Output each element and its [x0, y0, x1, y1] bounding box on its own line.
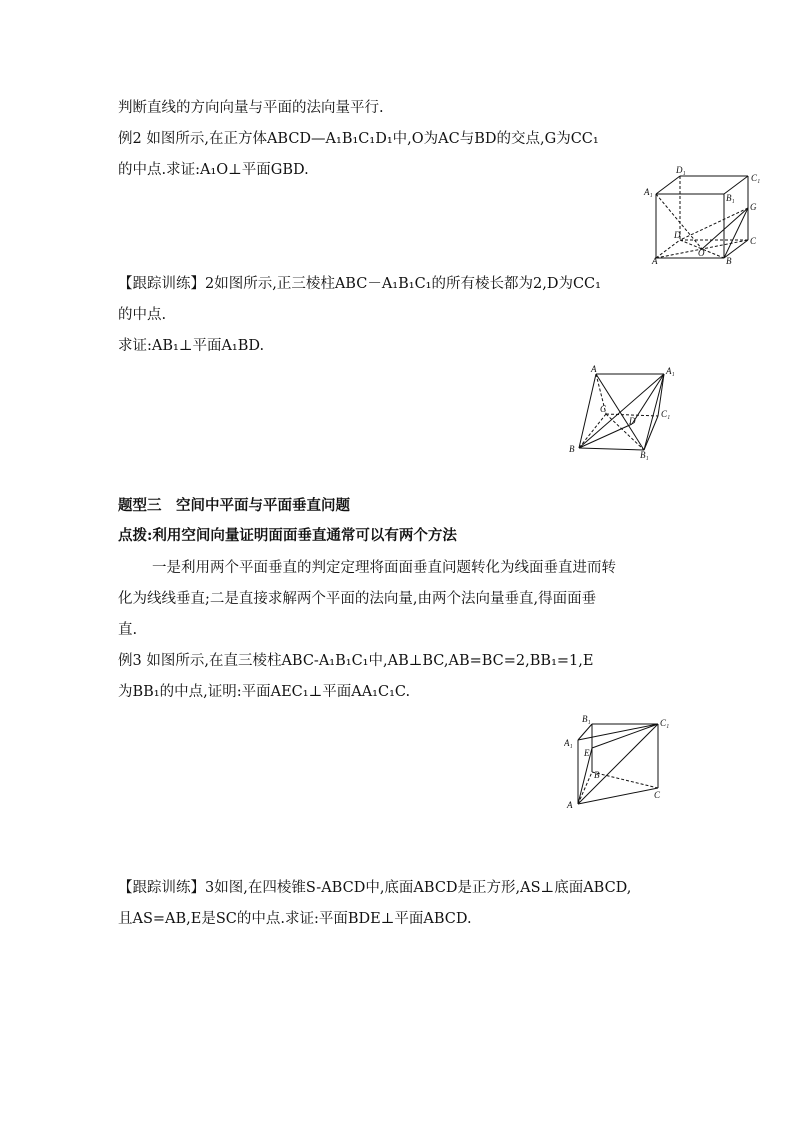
- label-B1: B₁: [726, 193, 735, 203]
- right-prism-figure: [564, 712, 680, 812]
- label-C1: C₁: [661, 409, 671, 419]
- label-D: D: [629, 416, 636, 426]
- label-C1: C₁: [660, 718, 670, 728]
- label-B: B: [569, 444, 575, 454]
- text-line-1: 判断直线的方向向量与平面的法向量平行.: [118, 100, 384, 116]
- label-B1: B₁: [640, 450, 649, 460]
- label-C: C: [654, 790, 661, 800]
- label-C1: C₁: [751, 173, 761, 183]
- example-2-statement-cont: 的中点.求证:A₁O⊥平面GBD.: [118, 162, 309, 178]
- label-G: G: [750, 202, 757, 212]
- exercise-3-statement-cont: 且AS=AB,E是SC的中点.求证:平面BDE⊥平面ABCD.: [118, 911, 472, 927]
- tip-heading: 点拨:利用空间向量证明面面垂直通常可以有两个方法: [118, 527, 457, 544]
- tip-text-3: 直.: [118, 622, 138, 638]
- example-3-statement: 例3 如图所示,在直三棱柱ABC-A₁B₁C₁中,AB⊥BC,AB=BC=2,BB₁=1,E: [118, 653, 594, 669]
- label-D1: D₁: [676, 165, 686, 175]
- label-D: D: [674, 230, 681, 240]
- label-O: O: [698, 248, 705, 258]
- prism-figure: [566, 364, 678, 460]
- label-C: C: [600, 404, 607, 414]
- example-3-statement-cont: 为BB₁的中点,证明:平面AEC₁⊥平面AA₁C₁C.: [118, 684, 411, 700]
- label-A: A: [567, 800, 573, 810]
- exercise-2-statement-cont: 的中点.: [118, 307, 167, 323]
- label-E: E: [584, 748, 590, 758]
- section-heading: 题型三 空间中平面与平面垂直问题: [118, 497, 350, 514]
- label-B1: B₁: [582, 714, 591, 724]
- exercise-3-statement: 【跟踪训练】3如图,在四棱锥S-ABCD中,底面ABCD是正方形,AS⊥底面ABCD,: [118, 880, 632, 896]
- tip-text-2: 化为线线垂直;二是直接求解两个平面的法向量,由两个法向量垂直,得面面垂: [118, 591, 597, 607]
- label-B: B: [726, 256, 732, 264]
- exercise-2-prove: 求证:AB₁⊥平面A₁BD.: [118, 338, 265, 354]
- label-C: C: [750, 236, 757, 246]
- tip-text-1: 一是利用两个平面垂直的判定定理将面面垂直问题转化为线面垂直进而转: [152, 560, 616, 576]
- label-A1: A₁: [564, 738, 573, 748]
- label-A1: A₁: [666, 366, 675, 376]
- exercise-2-statement: 【跟踪训练】2如图所示,正三棱柱ABC－A₁B₁C₁的所有棱长都为2,D为CC₁: [118, 276, 601, 292]
- label-A: A: [652, 256, 658, 264]
- label-B: B: [594, 770, 600, 780]
- label-A: A: [591, 364, 597, 374]
- label-A1: A₁: [644, 187, 653, 197]
- example-2-statement: 例2 如图所示,在正方体ABCD—A₁B₁C₁D₁中,O为AC与BD的交点,G为CC₁: [118, 131, 599, 147]
- cube-figure: [640, 164, 770, 264]
